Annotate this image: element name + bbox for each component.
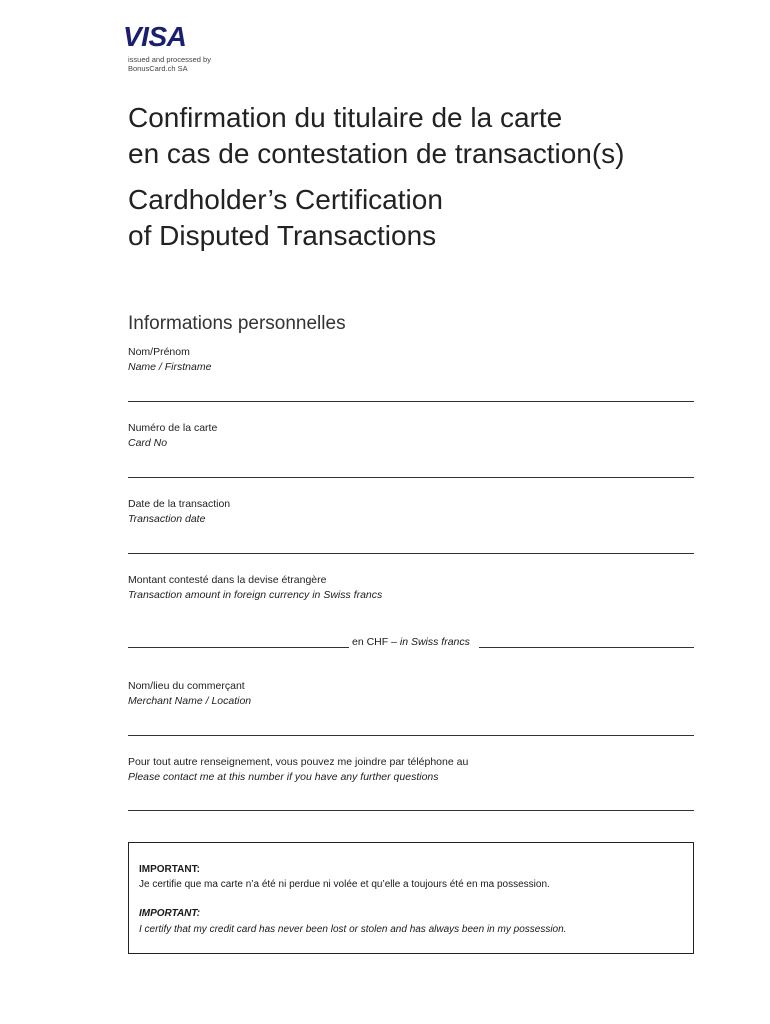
merchant-input-line[interactable] bbox=[128, 735, 694, 736]
card-number-field-label bbox=[128, 421, 694, 451]
transaction-date-input-line[interactable] bbox=[128, 553, 694, 554]
title-en-line-1: Cardholder’s Certification bbox=[128, 184, 443, 215]
name-label-fr: Nom/Prénom bbox=[128, 346, 190, 358]
important-text-en: I certify that my credit card has never been lost or stolen and has always been in my possession. bbox=[139, 924, 567, 935]
title-fr-line-1: Confirmation du titulaire de la carte bbox=[128, 102, 563, 133]
chf-label-en: in Swiss francs bbox=[399, 636, 470, 648]
merchant-label-en: Merchant Name / Location bbox=[128, 695, 252, 707]
transaction-date-label-en: Transaction date bbox=[128, 513, 206, 525]
merchant-field-label bbox=[128, 679, 694, 709]
amount-label-en: Transaction amount in foreign currency in Swiss francs bbox=[128, 589, 383, 601]
issuer-line-2: BonusCard.ch SA bbox=[128, 64, 188, 73]
important-text-fr: Je certifie que ma carte n’a été ni perdue ni volée et qu’elle a toujours été en ma possession. bbox=[139, 879, 550, 890]
amount-input-row bbox=[128, 633, 694, 649]
card-number-input-line[interactable] bbox=[128, 477, 694, 478]
name-field-label bbox=[128, 345, 694, 375]
important-heading-fr: IMPORTANT: bbox=[139, 864, 200, 875]
name-label-en: Name / Firstname bbox=[128, 361, 212, 373]
title-french bbox=[128, 100, 625, 172]
issuer-line-1: issued and processed by bbox=[128, 55, 211, 64]
important-notice-box bbox=[128, 842, 694, 954]
card-number-label-en: Card No bbox=[128, 437, 168, 449]
card-number-label-fr: Numéro de la carte bbox=[128, 422, 218, 434]
section-heading: Informations personnelles bbox=[128, 313, 346, 334]
phone-label-en: Please contact me at this number if you have any further questions bbox=[128, 771, 439, 783]
foreign-amount-input-line[interactable] bbox=[128, 647, 349, 648]
title-fr-line-2: en cas de contestation de transaction(s) bbox=[128, 138, 625, 169]
chf-label-fr: en CHF – bbox=[352, 636, 397, 648]
merchant-label-fr: Nom/lieu du commerçant bbox=[128, 680, 245, 692]
amount-field-label bbox=[128, 573, 694, 603]
phone-input-line[interactable] bbox=[128, 810, 694, 811]
transaction-date-label-fr: Date de la transaction bbox=[128, 498, 231, 510]
transaction-date-field-label bbox=[128, 497, 694, 527]
phone-label-fr: Pour tout autre renseignement, vous pouvez me joindre par téléphone au bbox=[128, 756, 469, 768]
chf-label bbox=[352, 635, 470, 649]
title-english bbox=[128, 182, 443, 254]
amount-label-fr: Montant contesté dans la devise étrangère bbox=[128, 574, 327, 586]
important-heading-en: IMPORTANT: bbox=[139, 908, 201, 919]
name-input-line[interactable] bbox=[128, 401, 694, 402]
chf-amount-input-line[interactable] bbox=[479, 647, 694, 648]
phone-field-label bbox=[128, 755, 694, 785]
issuer-note bbox=[128, 55, 211, 73]
title-en-line-2: of Disputed Transactions bbox=[128, 220, 437, 251]
visa-logo: VISA bbox=[123, 21, 187, 52]
